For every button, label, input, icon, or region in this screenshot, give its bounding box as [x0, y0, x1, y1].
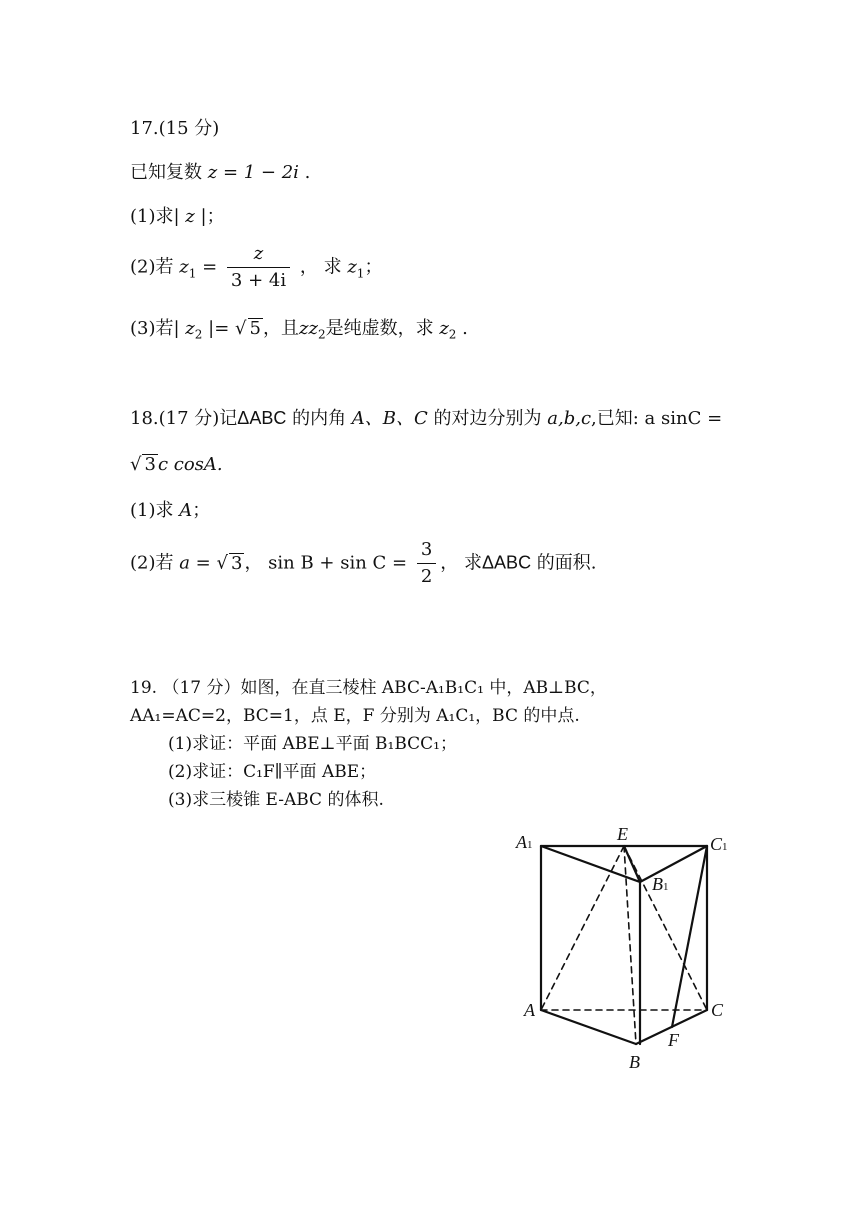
label-A1: A1 [516, 832, 533, 852]
q19-part3: (3)求三棱锥 E-ABC 的体积. [168, 790, 384, 810]
label-E: E [617, 824, 628, 844]
q18-part2-suffix: ， 求 [440, 552, 483, 574]
q18-part2-numerator: 3 [420, 539, 433, 560]
q18-line1-eq: a sinC = [644, 408, 723, 429]
q18-part2-sqrt: 3 [230, 552, 243, 574]
q17-part3-zz: zz [298, 318, 318, 339]
q17-part3-mid2: 是纯虚数，求 [325, 318, 434, 339]
q17-part2-lhs-sub: 1 [188, 266, 197, 281]
q17-stem-prefix: 已知复数 [130, 162, 202, 183]
q17-part1-prefix: (1)求 [130, 206, 174, 227]
q17-part2-eq: = [202, 256, 218, 278]
q18-line1-mid2: 的对边分别为 [427, 408, 548, 429]
q18-part2-denominator: 2 [417, 563, 436, 588]
q18-line1-mid: 的内角 [286, 408, 352, 429]
q18-part2-prefix: (2)若 [130, 552, 180, 574]
label-F: F [668, 1030, 679, 1050]
label-C1: C1 [710, 834, 728, 854]
q17-part2-mid: ， 求 [299, 256, 342, 278]
edge-C1F [672, 846, 707, 1027]
q17-stem-expr: z = 1 − 2i [207, 162, 299, 183]
q17-part1-suffix: ； [206, 206, 225, 227]
q17-part2-target: z [347, 256, 357, 278]
q17-stem: 已知复数 z = 1 − 2i . [130, 162, 311, 183]
q19-part2: (2)求证：C₁F∥平面 ABE； [168, 762, 377, 782]
label-B1: B1 [652, 874, 669, 894]
edge-A1B1 [541, 846, 640, 882]
q17-part3-abs-sub: 2 [194, 327, 203, 342]
q17-part2-target-sub: 1 [356, 266, 365, 281]
q17-part3-abs: | z [173, 318, 195, 339]
q17-part2-suffix: ； [364, 256, 383, 278]
edge-B1C1 [640, 846, 707, 882]
q17-part3-abs-end: |= [202, 318, 230, 339]
q18-part1-var: A [179, 500, 193, 521]
label-A: A [524, 1000, 535, 1020]
q17-part3-target: z [439, 318, 449, 339]
q18-line1-angles: A、B、C [351, 408, 428, 429]
q19-part1: (1)求证：平面 ABE⊥平面 B₁BCC₁； [168, 734, 457, 754]
edge-EA-hidden [541, 846, 624, 1010]
q18-part2-mid: ， sin B + sin C = [244, 552, 408, 574]
q18-part2-end: 的面积. [531, 552, 597, 574]
q18-part2-a: a = [179, 552, 211, 574]
q18-part2-tri: ΔABC [482, 552, 532, 573]
q18-line2-rest: c cosA. [157, 454, 223, 475]
q17-part3-zz-sub: 2 [317, 327, 326, 342]
q18-line2-sqrt: 3 [144, 454, 156, 475]
q17-part3-suffix: . [456, 318, 468, 339]
q17-part3-sqrt: 5 [249, 318, 261, 339]
q17-part3-prefix: (3)若 [130, 318, 174, 339]
q18-line1-mid3: ,已知: [591, 408, 645, 429]
q17-part2-numerator: z [253, 243, 264, 264]
q17-part2-lhs: z [179, 256, 189, 278]
q18-line1-sides: a,b,c [547, 408, 592, 429]
q19-line1: 19. （17 分）如图，在直三棱柱 ABC-A₁B₁C₁ 中，AB⊥BC， [130, 678, 607, 698]
q17-part2-prefix: (2)若 [130, 256, 174, 278]
q17-part2-denominator: 3 + 4i [227, 267, 290, 292]
edge-EC-hidden [624, 846, 707, 1010]
q17-part3: (3)若| $z_2$ |= √ 5 ，且$zz_2$是纯虚数，求 $z_2$ . [130, 318, 468, 342]
q18-part1-suffix: ； [192, 500, 211, 521]
q17-part1-expr: | z | [173, 206, 207, 227]
q17-part3-mid: ，且 [262, 318, 299, 339]
label-C: C [711, 1000, 724, 1020]
q17-header: 17.(15 分) [130, 118, 220, 139]
q17-part3-target-sub: 2 [448, 327, 457, 342]
q18-line2: √ 3 c cosA. [130, 454, 223, 475]
q18-line1-tri: ΔABC [237, 408, 287, 428]
q18-part1-prefix: (1)求 [130, 500, 180, 521]
edge-AB [541, 1010, 636, 1044]
q18-line1-prefix: 18.(17 分)记 [130, 408, 238, 429]
q18-part2: (2)若 a = √ 3 ， sin B + sin C = $\frac{3}{2}$ ， 求ΔABC 的面积. [130, 539, 597, 587]
q19-line2: AA₁=AC=2，BC=1，点 E，F 分别为 A₁C₁，BC 的中点. [130, 706, 580, 726]
label-B: B [629, 1052, 640, 1072]
